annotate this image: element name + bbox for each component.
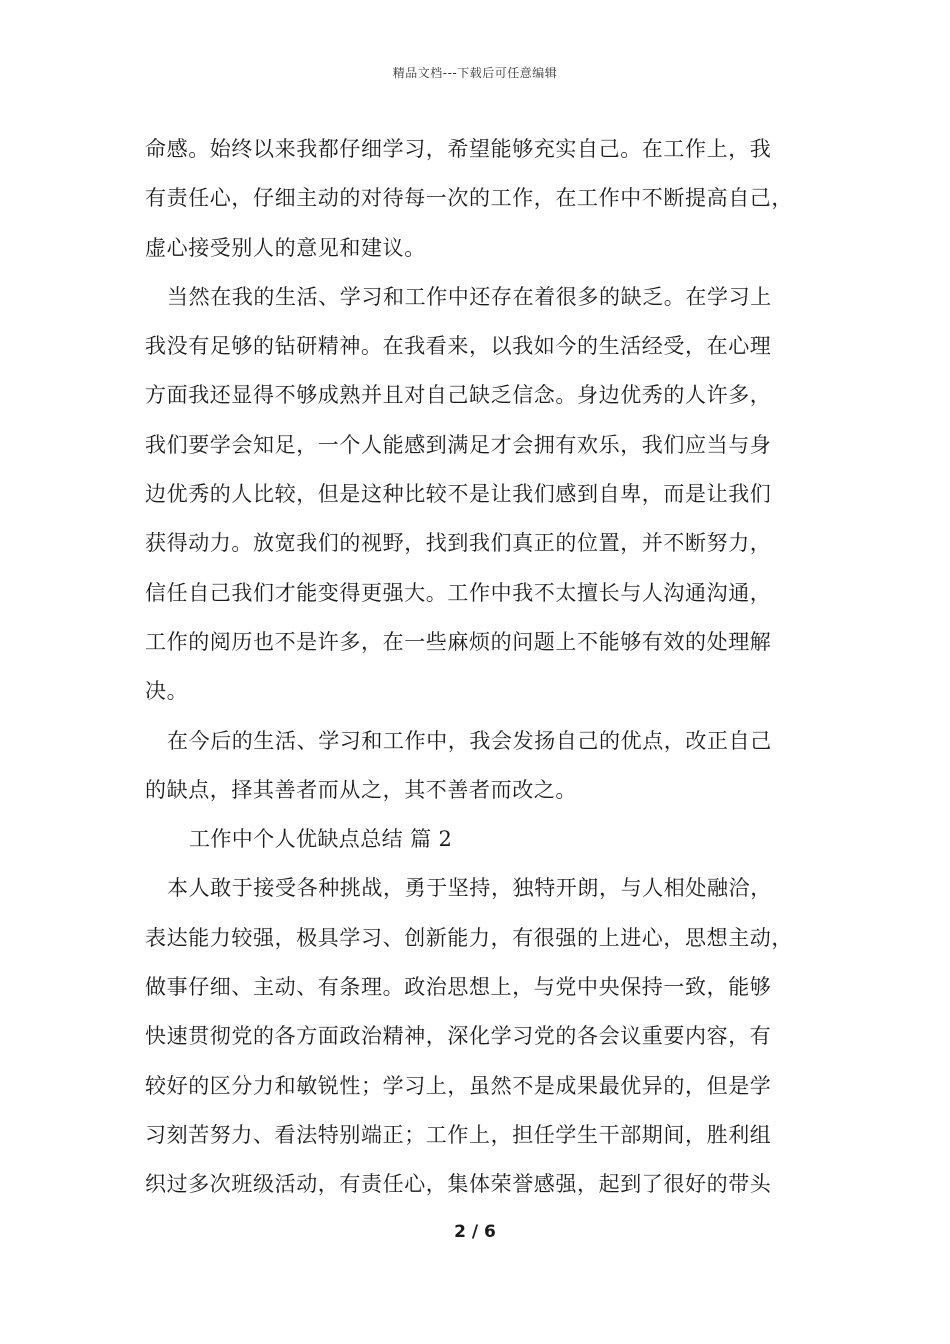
body-line: 工作的阅历也不是许多，在一些麻烦的问题上不能够有效的处理解 (145, 629, 772, 654)
body-line: 表达能力较强，极具学习、创新能力，有很强的上进心，思想主动， (145, 925, 793, 950)
body-line: 做事仔细、主动、有条理。政治思想上，与党中央保持一致，能够 (145, 975, 772, 1000)
body-line: 在今后的生活、学习和工作中，我会发扬自己的优点，改正自己 (167, 728, 772, 753)
body-line: 织过多次班级活动，有责任心，集体荣誉感强，起到了很好的带头 (145, 1172, 772, 1197)
page-number: 2 / 6 (454, 1222, 496, 1242)
body-line: 我们要学会知足，一个人能感到满足才会拥有欢乐，我们应当与身 (145, 432, 772, 457)
body-line: 获得动力。放宽我们的视野，找到我们真正的位置，并不断努力， (145, 531, 772, 556)
body-line: 虚心接受别人的意见和建议。 (145, 235, 426, 260)
body-line: 当然在我的生活、学习和工作中还存在着很多的缺乏。在学习上 (167, 284, 772, 309)
body-line: 方面我还显得不够成熟并且对自己缺乏信念。身边优秀的人许多， (145, 383, 772, 408)
body-line: 快速贯彻党的各方面政治精神，深化学习党的各会议重要内容，有 (145, 1024, 772, 1049)
body-line: 我没有足够的钻研精神。在我看来，以我如今的生活经受，在心理 (145, 334, 772, 359)
body-line: 决。 (145, 679, 189, 704)
body-line: 信任自己我们才能变得更强大。工作中我不太擅长与人沟通沟通， (145, 580, 772, 605)
body-line: 有责任心，仔细主动的对待每一次的工作，在工作中不断提高自己， (145, 186, 793, 211)
body-line: 本人敢于接受各种挑战，勇于坚持，独特开朗，与人相处融洽， (167, 876, 772, 901)
body-line: 较好的区分力和敏锐性；学习上，虽然不是成果最优异的，但是学 (145, 1073, 772, 1098)
body-line: 的缺点，择其善者而从之，其不善者而改之。 (145, 777, 577, 802)
body-line: 命感。始终以来我都仔细学习，希望能够充实自己。在工作上，我 (145, 137, 772, 161)
page-header: 精品文档---下载后可任意编辑 (392, 66, 558, 80)
section-heading: 工作中个人优缺点总结 篇 2 (189, 827, 453, 852)
document-body (145, 125, 825, 1210)
body-line: 习刻苦努力、看法特别端正；工作上，担任学生干部期间，胜利组 (145, 1122, 772, 1147)
body-line: 边优秀的人比较，但是这种比较不是让我们感到自卑，而是让我们 (145, 482, 772, 507)
